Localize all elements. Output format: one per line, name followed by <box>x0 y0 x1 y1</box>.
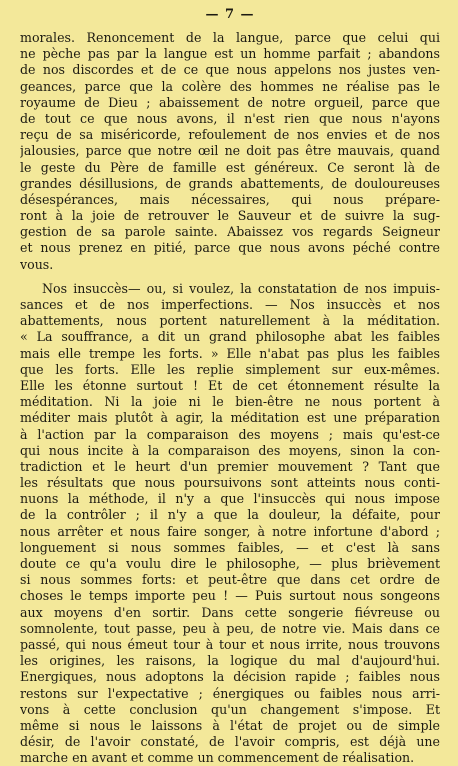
text-line: reçu de sa miséricorde, refoulement de nos envies et de nos <box>20 127 440 143</box>
text-line: même si nous le laissons à l'état de projet ou de simple <box>20 717 440 733</box>
text-line: que les forts. Elle les replie simplement sur eux-mêmes. <box>20 361 440 377</box>
text-line: les résultats que nous poursuivons sont atteints nous conti- <box>20 475 440 491</box>
text-line: morales. Renoncement de la langue, parce que celui qui <box>20 30 440 45</box>
text-line: mais elle trempe les forts. » Elle n'abat pas plus les faibles <box>20 345 440 361</box>
page-number: — 7 — <box>205 7 255 22</box>
text-line: à l'action par la comparaison des moyens ; mais qu'est-ce <box>20 426 440 442</box>
paragraph <box>20 30 440 273</box>
text-line: Nos insuccès— ou, si voulez, la constatation de nos impuis- <box>42 280 440 296</box>
text-line: nous arrêter et nous faire songer, à notre infortune d'abord ; <box>20 523 440 539</box>
text-line: tradiction et le heurt d'un premier mouvement ? Tant que <box>20 458 440 474</box>
text-line: ne pèche pas par la langue est un homme parfait ; abandons <box>20 46 440 62</box>
body-text <box>20 30 440 766</box>
text-line: le geste du Père de famille est généreux. Ce seront là de <box>20 159 440 175</box>
text-line: choses le temps importe peu ! — Puis surtout nous songeons <box>20 588 440 604</box>
text-line: qui nous incite à la comparaison des moyens, sinon la con- <box>20 442 440 458</box>
text-line: nuons la méthode, il n'y a que l'insuccès qui nous impose <box>20 491 440 507</box>
text-line: grandes désillusions, de grands abattements, de douloureuses <box>20 175 440 191</box>
text-line: vons à cette conclusion qu'un changement s'impose. Et <box>20 701 440 717</box>
text-line: aux moyens d'en sortir. Dans cette songerie fiévreuse ou <box>20 604 440 620</box>
text-line: « La souffrance, a dit un grand philosophe abat les faibles <box>20 329 440 345</box>
text-line: abattements, nous portent naturellement à la méditation. <box>20 313 440 329</box>
text-line: désespérances, mais nécessaires, qui nous prépare- <box>20 191 440 207</box>
text-line: de la contrôler ; il n'y a que la douleur, la défaite, pour <box>20 507 440 523</box>
paragraph-gap <box>20 273 440 281</box>
text-line: et nous prenez en pitié, parce que nous avons péché contre <box>20 240 440 256</box>
text-line: Elle les étonne surtout ! Et de cet étonnement résulte la <box>20 377 440 393</box>
text-line: jalousies, parce que notre œil ne doit pas être mauvais, quand <box>20 143 440 159</box>
text-line: de nos discordes et de ce que nous appelons nos justes ven- <box>20 62 440 78</box>
text-line: si nous sommes forts: et peut-être que dans cet ordre de <box>20 572 440 588</box>
text-line: Energiques, nous adoptons la décision rapide ; faibles nous <box>20 669 440 685</box>
text-line: les origines, les raisons, la logique du mal d'aujourd'hui. <box>20 653 440 669</box>
text-line: de tout ce que nous avons, il n'est rien que nous n'ayons <box>20 110 440 126</box>
text-line: longuement si nous sommes faibles, — et c'est là sans <box>20 539 440 555</box>
text-line: restons sur l'expectative ; énergiques ou faibles nous arri- <box>20 685 440 701</box>
text-line: sances et de nos imperfections. — Nos insuccès et nos <box>20 297 440 312</box>
text-line: doute ce qu'a voulu dire le philosophe, — plus brièvement <box>20 556 440 571</box>
text-line: méditation. Ni la joie ni le bien-être ne nous portent à <box>20 394 440 410</box>
text-line: marche en avant et comme un commencement de réalisation. <box>20 750 415 766</box>
text-line: royaume de Dieu ; abaissement de notre orgueil, parce que <box>20 94 440 110</box>
text-line: ront à la joie de retrouver le Sauveur et de suivre la sug- <box>20 208 440 224</box>
paragraph <box>20 281 440 766</box>
text-line: somnolente, tout passe, peu à peu, de notre vie. Mais dans ce <box>20 620 440 636</box>
text-line: méditer mais plutôt à agir, la méditation est une préparation <box>20 410 440 426</box>
text-line: vous. <box>20 256 54 272</box>
text-line: gestion de sa parole sainte. Abaissez vos regards Seigneur <box>20 224 440 240</box>
text-line: geances, parce que la colère des hommes ne réalise pas le <box>20 78 440 94</box>
text-line: désir, de l'avoir constaté, de l'avoir compris, est déjà une <box>20 734 440 750</box>
text-line: passé, qui nous émeut tour à tour et nous irrite, nous trouvons <box>20 636 440 652</box>
